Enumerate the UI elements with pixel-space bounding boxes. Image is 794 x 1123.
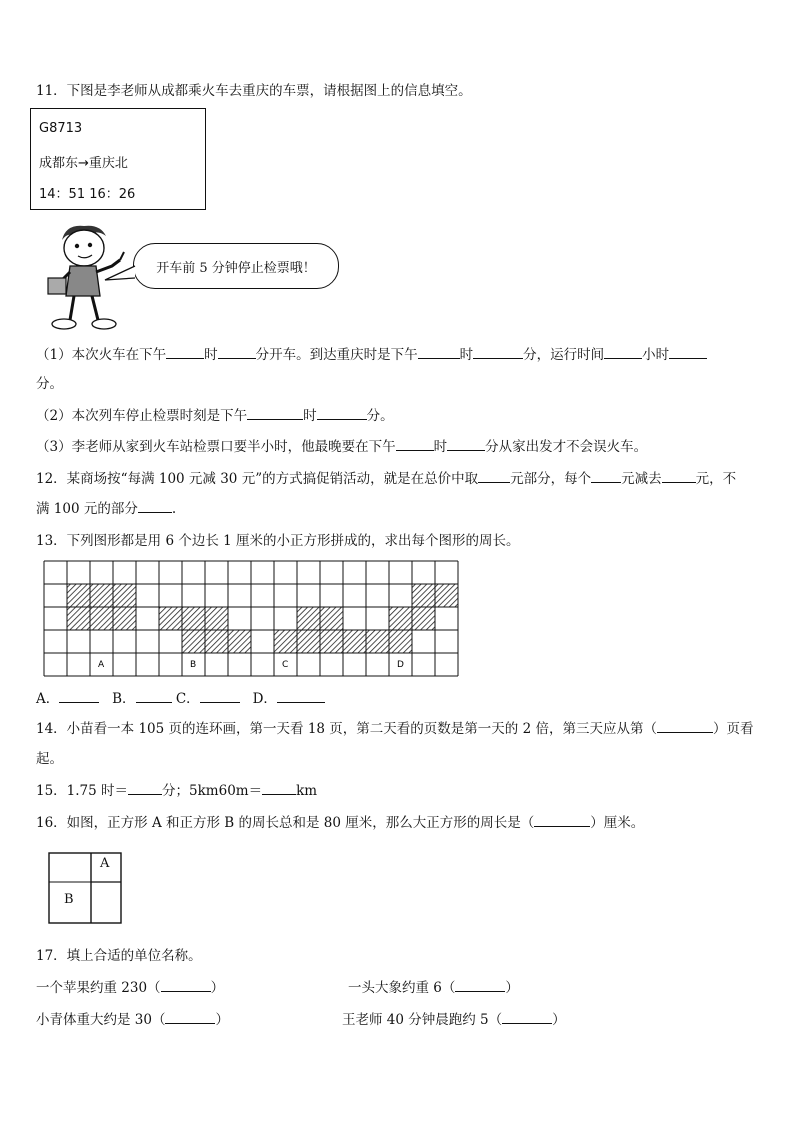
shaded-square — [320, 630, 343, 653]
answer-blank[interactable] — [669, 344, 707, 359]
shaded-square — [113, 607, 136, 630]
speech-bubble-text: 开车前 5 分钟停止检票哦！ — [156, 260, 316, 276]
answer-blank[interactable] — [165, 1009, 215, 1024]
ticket-times: 14：51 16：26 — [39, 187, 136, 202]
answer-blank[interactable] — [396, 436, 434, 451]
shaded-square — [412, 607, 435, 630]
shaded-square — [389, 607, 412, 630]
answer-blank[interactable] — [59, 688, 99, 703]
q13-title: 13．下列图形都是用 6 个边长 1 厘米的小正方形拼成的，求出每个图形的周长。 — [36, 533, 520, 549]
shaded-square — [297, 607, 320, 630]
shaded-square — [67, 584, 90, 607]
answer-blank[interactable] — [138, 498, 172, 513]
ticket-train-number: G8713 — [39, 121, 83, 136]
answer-blank[interactable] — [128, 780, 162, 795]
q11-part3: （3）李老师从家到火车站检票口要半小时，他最晚要在下午 时 分从家出发才不会误火车。 — [36, 436, 647, 457]
q12-line1: 12．某商场按“每满 100 元减 30 元”的方式搞促销活动，就是在总价中取 元部分，每个 元减去 元，不 — [36, 468, 736, 489]
shaded-square — [228, 630, 251, 653]
answer-blank[interactable] — [534, 812, 590, 827]
shaded-square — [159, 607, 182, 630]
speech-bubble-tail — [103, 262, 137, 288]
q14-line2: 起。 — [36, 751, 63, 767]
shape-label-d: D — [397, 660, 404, 670]
shaded-square — [90, 607, 113, 630]
shaded-square — [297, 630, 320, 653]
q17-item: 一个苹果约重 230（ ） — [36, 977, 224, 998]
shaded-square — [412, 584, 435, 607]
speech-bubble — [133, 243, 339, 289]
q13-answers: A． B． C． D． — [36, 688, 325, 709]
answer-blank[interactable] — [604, 344, 642, 359]
answer-blank[interactable] — [591, 468, 621, 483]
shaded-square — [320, 607, 343, 630]
answer-blank[interactable] — [447, 436, 485, 451]
q11-part2: （2）本次列车停止检票时刻是下午 时 分。 — [36, 405, 394, 426]
q17-title: 17．填上合适的单位名称。 — [36, 948, 202, 964]
square-b-label: B — [64, 892, 74, 907]
q17-item: 小青体重大约是 30（ ） — [36, 1009, 229, 1030]
shaded-square — [90, 584, 113, 607]
answer-blank[interactable] — [166, 344, 204, 359]
shaded-square — [389, 630, 412, 653]
q16-text: 16．如图，正方形 A 和正方形 B 的周长总和是 80 厘米，那么大正方形的周长是（ ）厘米。 — [36, 812, 644, 833]
q17-item: 王老师 40 分钟晨跑约 5（ ） — [342, 1009, 566, 1030]
answer-blank[interactable] — [662, 468, 696, 483]
q11-part1-line2: 分。 — [36, 376, 63, 392]
q13-shape-grid — [43, 560, 459, 678]
answer-blank[interactable] — [657, 718, 713, 733]
shape-label-b: B — [190, 660, 197, 670]
q11-title: 11．下图是李老师从成都乘火车去重庆的车票，请根据图上的信息填空。 — [36, 83, 472, 99]
shaded-square — [205, 630, 228, 653]
q15: 15．1.75 时＝ 分；5km60m＝ km — [36, 780, 317, 801]
shaded-square — [366, 630, 389, 653]
answer-blank[interactable] — [473, 344, 523, 359]
shape-label-a: A — [98, 660, 105, 670]
shaded-square — [343, 630, 366, 653]
answer-blank[interactable] — [161, 977, 211, 992]
shaded-square — [435, 584, 458, 607]
answer-blank[interactable] — [200, 688, 240, 703]
answer-blank[interactable] — [218, 344, 256, 359]
q16-square-figure — [48, 852, 123, 925]
ticket-route: 成都东→重庆北 — [39, 156, 128, 171]
q11-part1-line1: （1）本次火车在下午 时 分开车。到达重庆时是下午 时 分，运行时间 小时 — [36, 344, 707, 365]
q14-line1: 14．小苗看一本 105 页的连环画，第一天看 18 页，第二天看的页数是第一天的 2 倍，第三天应从第（ ）页看 — [36, 718, 753, 739]
answer-blank[interactable] — [317, 405, 367, 420]
shaded-square — [182, 630, 205, 653]
shape-label-c: C — [282, 660, 289, 670]
train-ticket — [30, 108, 206, 210]
answer-blank[interactable] — [455, 977, 505, 992]
shaded-square — [205, 607, 228, 630]
shaded-square — [67, 607, 90, 630]
answer-blank[interactable] — [418, 344, 460, 359]
answer-blank[interactable] — [478, 468, 510, 483]
q12-line2: 满 100 元的部分 . — [36, 498, 176, 519]
answer-blank[interactable] — [262, 780, 296, 795]
shaded-square — [182, 607, 205, 630]
answer-blank[interactable] — [136, 688, 172, 703]
square-a-label: A — [100, 856, 110, 871]
answer-blank[interactable] — [277, 688, 325, 703]
answer-blank[interactable] — [247, 405, 303, 420]
shaded-square — [113, 584, 136, 607]
answer-blank[interactable] — [502, 1009, 552, 1024]
shaded-square — [274, 630, 297, 653]
q17-item: 一头大象约重 6（ ） — [348, 977, 519, 998]
